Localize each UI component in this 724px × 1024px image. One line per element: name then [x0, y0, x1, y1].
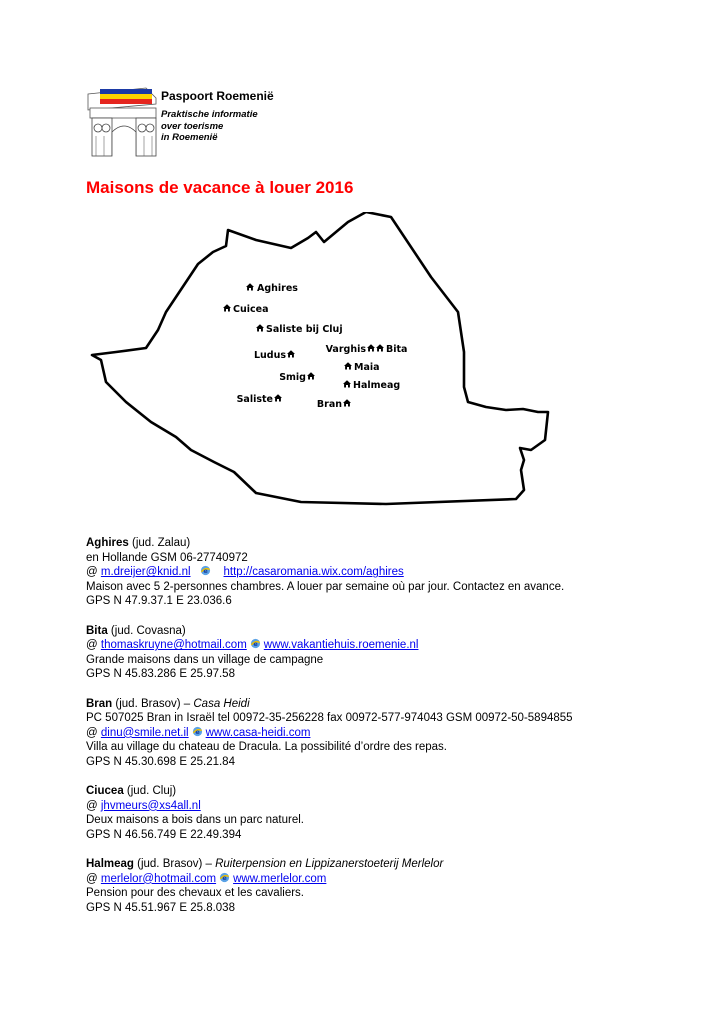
page-title: Maisons de vacance à louer 2016: [86, 178, 354, 197]
brand-name: Paspoort Roemenië: [161, 89, 274, 103]
rental-listings: [86, 536, 706, 930]
tagline-line: Praktische informatie: [161, 109, 258, 120]
listing-name: Bran: [86, 697, 113, 710]
listing-name: Aghires: [86, 537, 129, 549]
tagline: [161, 109, 274, 144]
listing-region: (jud. Brasov) –: [133, 858, 216, 871]
tagline-line: in Roemenië: [161, 132, 218, 143]
romania-outline: [92, 212, 548, 504]
email-link[interactable]: merlelor@hotmail.com: [100, 872, 217, 885]
listing-description: Maison avec 5 2-personnes chambres. A louer par semaine où par jour. Contactez en avance.: [86, 580, 565, 593]
listing-name: Halmeag: [86, 858, 134, 871]
email-at-symbol: @: [86, 639, 101, 652]
website-link[interactable]: www.casa-heidi.com: [205, 726, 311, 739]
listing-halmeag: [86, 857, 706, 915]
map-label-maia: Maia: [354, 362, 380, 373]
tagline-line: over toerisme: [161, 120, 224, 132]
listing-gps: GPS N 45.30.698 E 25.21.84: [86, 755, 235, 768]
listing-region: (jud. Covasna): [107, 624, 186, 637]
svg-text:e: e: [203, 567, 208, 576]
website-link[interactable]: www.vakantiehuis.roemenie.nl: [263, 639, 419, 652]
browser-icon: [250, 638, 261, 649]
map-label-saliste-bij-cluj: Saliste bij Cluj: [266, 324, 343, 335]
listing-region: (jud. Brasov) –: [112, 697, 194, 710]
listing-contact: PC 507025 Bran in Israël tel 00972-35-256228 fax 00972-577-974043 GSM 00972-50-5894855: [86, 712, 573, 725]
email-at-symbol: @: [86, 726, 101, 739]
email-at-symbol: @: [86, 872, 101, 885]
browser-icon: [219, 872, 230, 883]
listing-region: (jud. Cluj): [123, 785, 177, 798]
map-label-ludus: Ludus: [253, 350, 286, 361]
listing-gps: GPS N 47.9.37.1 E 23.036.6: [86, 595, 232, 608]
listing-gps: GPS N 46.56.749 E 22.49.394: [86, 828, 242, 841]
listing-name: Ciucea: [86, 785, 124, 798]
listing-bita: [86, 624, 706, 682]
listing-aghires: [86, 536, 706, 609]
map-label-saliste: Saliste: [236, 394, 273, 405]
map-label-halmeag: Halmeag: [353, 380, 401, 391]
listing-description: Deux maisons a bois dans un parc naturel.: [86, 814, 304, 827]
map-label-bita: Bita: [386, 344, 408, 355]
map-label-smig: Smig: [279, 372, 306, 383]
listing-subtitle: Ruiterpension en Lippizanerstoeterij Merlelor: [215, 858, 444, 871]
listing-gps: GPS N 45.51.967 E 25.8.038: [86, 901, 235, 914]
website-link[interactable]: www.merlelor.com: [233, 872, 327, 885]
logo-text: [161, 89, 274, 144]
listing-bran: [86, 697, 706, 770]
listing-ciucea: [86, 784, 706, 842]
romania-map: [86, 212, 566, 512]
email-at-symbol: @: [86, 566, 101, 579]
email-link[interactable]: dinu@smile.net.il: [100, 726, 189, 739]
browser-icon: [192, 726, 203, 737]
email-link[interactable]: m.dreijer@knid.nl: [100, 566, 191, 579]
map-label-cuicea: Cuicea: [233, 304, 269, 315]
svg-text:e: e: [222, 873, 227, 882]
listing-name: Bita: [86, 624, 108, 637]
listing-description: Villa au village du chateau de Dracula. La possibilité d’ordre des repas.: [86, 741, 447, 754]
email-link[interactable]: jhvmeurs@xs4all.nl: [100, 799, 201, 812]
listing-gps: GPS N 45.83.286 E 25.97.58: [86, 668, 235, 681]
email-link[interactable]: thomaskruyne@hotmail.com: [100, 639, 247, 652]
svg-text:e: e: [253, 640, 258, 649]
listing-subtitle: Casa Heidi: [193, 697, 250, 710]
listing-description: Pension pour des chevaux et les cavaliers.: [86, 887, 304, 900]
listing-region: (jud. Zalau): [128, 537, 191, 549]
map-label-varghis: Varghis: [325, 344, 366, 355]
map-label-aghires: Aghires: [257, 283, 298, 294]
map-label-bran: Bran: [316, 399, 342, 410]
browser-icon: [200, 565, 211, 576]
svg-text:e: e: [194, 727, 200, 736]
listing-contact: en Hollande GSM 06-27740972: [86, 551, 248, 564]
listing-description: Grande maisons dans un village de campagne: [86, 653, 324, 666]
email-at-symbol: @: [86, 799, 101, 812]
website-link[interactable]: http://casaromania.wix.com/aghires: [223, 566, 404, 579]
